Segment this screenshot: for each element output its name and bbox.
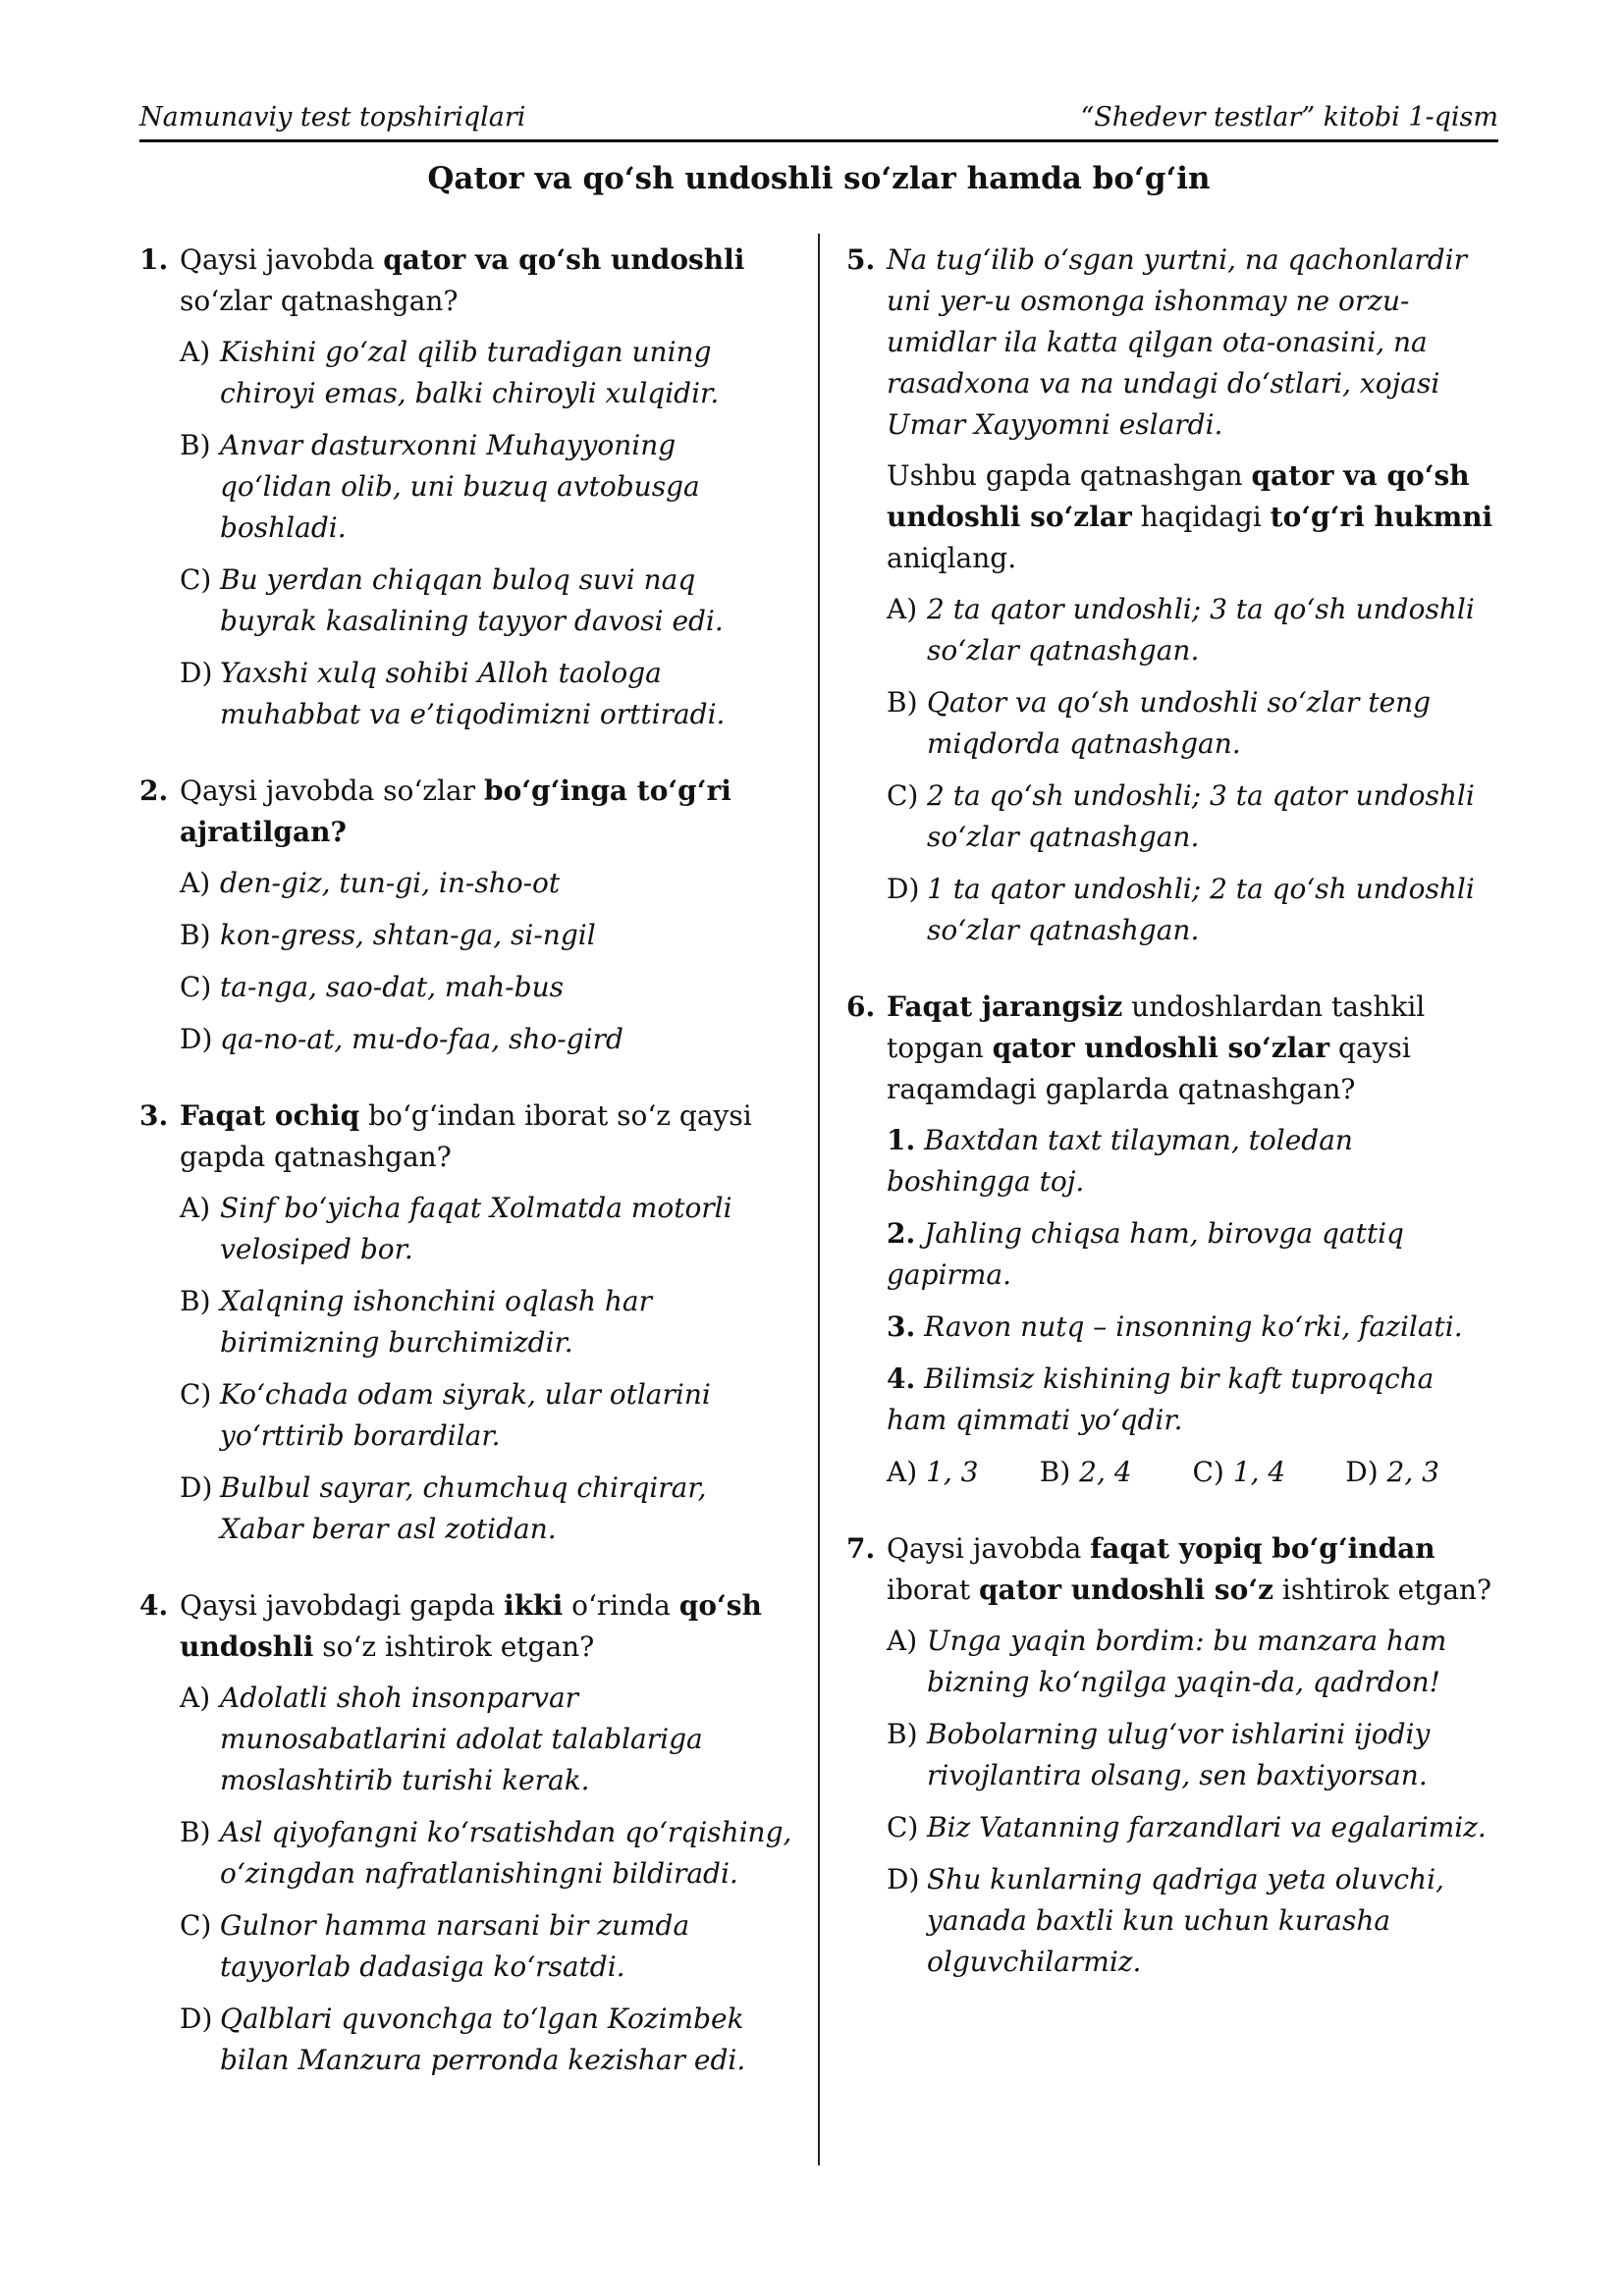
emphasis-text: qator undoshli soʻz — [978, 1574, 1273, 1606]
option-text: 1 ta qator undoshli; 2 ta qoʻsh undoshli soʻzlar qatnashgan. — [927, 873, 1475, 946]
answer-option-d[interactable] — [139, 1019, 792, 1060]
option-letter: B) — [180, 919, 211, 951]
answer-option-c[interactable] — [1193, 1452, 1346, 1493]
stem-text-segment: undoshlardan tashkil topgan — [887, 990, 1426, 1064]
question-passage: Na tugʻilib oʻsgan yurtni, na qachonlardir uni yer-u osmonga ishonmay ne orzu-umidlar ila katta qilgan ota-onasini, na rasadxona va na undagi doʻstlari, xojasi Umar Xayyomni eslardi. — [887, 243, 1467, 441]
option-letter: D) — [887, 1863, 920, 1896]
question-7 — [846, 1528, 1498, 1983]
sentence-item — [887, 1307, 1498, 1348]
option-text: den-giz, tun-gi, in-sho-ot — [220, 867, 561, 899]
answer-option-a[interactable] — [139, 1678, 792, 1801]
option-letter: A) — [180, 1192, 211, 1224]
option-text: 1, 4 — [1232, 1456, 1286, 1488]
answer-option-b[interactable] — [846, 682, 1498, 765]
question-stem — [139, 1095, 792, 1178]
question-stem-text — [180, 1099, 752, 1173]
answer-option-a[interactable] — [139, 332, 792, 414]
emphasis-text: qator va qoʻsh undoshli soʻzlar — [887, 459, 1470, 533]
header-right-text: “Shedevr testlar” kitobi 1-qism — [1080, 102, 1498, 133]
question-prompt — [846, 455, 1498, 579]
question-number: 5. — [846, 243, 876, 276]
answer-options — [846, 1452, 1498, 1493]
answer-option-a[interactable] — [846, 589, 1498, 671]
option-letter: A) — [887, 593, 918, 625]
question-prompt-text — [887, 459, 1492, 574]
question-2 — [139, 771, 792, 1060]
question-stem-text — [887, 990, 1425, 1105]
question-stem-text — [180, 774, 731, 848]
question-stem — [139, 240, 792, 322]
emphasis-text: qoʻsh undoshli — [180, 1589, 762, 1663]
question-number: 2. — [139, 774, 169, 807]
answer-option-b[interactable] — [139, 1812, 792, 1895]
question-1 — [139, 240, 792, 735]
option-text: kon-gress, shtan-ga, si-ngil — [220, 919, 596, 951]
header-left-text: Namunaviy test topshiriqlari — [139, 102, 526, 133]
option-text: Bobolarning ulugʻvor ishlarini ijodiy rivojlantira olsang, sen baxtiyorsan. — [927, 1718, 1431, 1791]
question-stem-text — [180, 1589, 762, 1663]
option-letter: C) — [887, 1811, 919, 1843]
answer-option-d[interactable] — [139, 1468, 792, 1550]
stem-text-segment: ishtirok etgan? — [1273, 1574, 1492, 1606]
stem-text-segment: oʻrinda — [563, 1589, 679, 1622]
answer-option-d[interactable] — [846, 1859, 1498, 1983]
emphasis-text: Faqat jarangsiz — [887, 990, 1123, 1023]
option-text: 2 ta qator undoshli; 3 ta qoʻsh undoshli soʻzlar qatnashgan. — [927, 593, 1475, 667]
sentence-text: Ravon nutq – insonning koʻrki, fazilati. — [924, 1310, 1463, 1343]
question-number: 6. — [846, 990, 876, 1023]
question-stem-text — [887, 1532, 1491, 1606]
sentence-number: 2. — [887, 1217, 916, 1250]
option-text: 2, 3 — [1386, 1456, 1439, 1488]
emphasis-text: ikki — [504, 1589, 564, 1622]
header-rule — [139, 139, 1498, 142]
question-number: 4. — [139, 1589, 169, 1622]
option-letter: A) — [180, 336, 211, 368]
option-letter: D) — [180, 2002, 213, 2035]
option-text: Xalqning ishonchini oqlash har birimizning burchimizdir. — [220, 1285, 653, 1359]
answer-option-a[interactable] — [139, 1188, 792, 1270]
answer-options — [139, 1678, 792, 2081]
option-text: qa-no-at, mu-do-faa, sho-gird — [220, 1023, 623, 1055]
question-stem — [139, 771, 792, 853]
stem-text-segment: soʻzlar qatnashgan? — [180, 285, 459, 317]
emphasis-text: Faqat ochiq — [180, 1099, 360, 1132]
question-stem-text — [180, 243, 744, 317]
emphasis-text: toʻgʻri hukmni — [1270, 501, 1493, 533]
sentence-number: 4. — [887, 1362, 916, 1395]
answer-option-c[interactable] — [846, 1807, 1498, 1848]
answer-option-d[interactable] — [139, 653, 792, 735]
answer-option-b[interactable] — [846, 1714, 1498, 1796]
answer-option-b[interactable] — [139, 915, 792, 956]
emphasis-text: faqat yopiq boʻgʻindan — [1090, 1532, 1435, 1565]
option-letter: C) — [1192, 1456, 1224, 1488]
column-divider — [818, 234, 820, 2165]
sentence-item — [887, 1359, 1498, 1441]
option-letter: C) — [180, 1378, 212, 1411]
option-text: Bu yerdan chiqqan buloq suvi naq buyrak kasalining tayyor davosi edi. — [220, 563, 724, 637]
stem-text-segment: iborat — [887, 1574, 979, 1606]
option-letter: B) — [180, 1285, 211, 1317]
answer-option-b[interactable] — [1040, 1452, 1193, 1493]
answer-option-c[interactable] — [139, 1905, 792, 1988]
stem-text-segment: haqidagi — [1131, 501, 1271, 533]
option-letter: C) — [180, 1909, 212, 1942]
sentence-item — [887, 1213, 1498, 1296]
sentence-number: 1. — [887, 1124, 916, 1156]
answer-option-c[interactable] — [139, 967, 792, 1008]
option-text: Qator va qoʻsh undoshli soʻzlar teng miqdorda qatnashgan. — [927, 686, 1432, 760]
stem-text-segment: Qaysi javobda — [180, 243, 384, 276]
option-text: Asl qiyofangni koʻrsatishdan qoʻrqishing, oʻzingdan nafratlanishingni bildiradi. — [220, 1816, 792, 1890]
answer-options — [139, 332, 792, 735]
answer-option-b[interactable] — [139, 425, 792, 549]
answer-option-a[interactable] — [887, 1452, 1040, 1493]
option-text: Qalblari quvonchga toʻlgan Kozimbek bilan Manzura perronda kezishar edi. — [220, 2002, 746, 2076]
page-header — [139, 100, 1498, 135]
option-letter: C) — [887, 779, 919, 812]
option-text: Sinf boʻyicha faqat Xolmatda motorli velosiped bor. — [220, 1192, 732, 1265]
question-stem — [846, 987, 1498, 1110]
option-letter: B) — [887, 686, 918, 719]
emphasis-text: qator undoshli soʻzlar — [992, 1032, 1330, 1064]
emphasis-text: boʻgʻinga toʻgʻri ajratilgan? — [180, 774, 731, 848]
option-letter: A) — [180, 867, 211, 899]
stem-text-segment: aniqlang. — [887, 542, 1017, 574]
option-text: 2 ta qoʻsh undoshli; 3 ta qator undoshli soʻzlar qatnashgan. — [927, 779, 1475, 853]
question-number: 1. — [139, 243, 169, 276]
stem-text-segment: Qaysi javobdagi gapda — [180, 1589, 505, 1622]
right-column — [846, 240, 1498, 2018]
option-letter: B) — [180, 1816, 211, 1848]
sentence-text: Baxtdan taxt tilayman, toledan boshingga toj. — [887, 1124, 1353, 1198]
option-text: Gulnor hamma narsani bir zumda tayyorlab dadasiga koʻrsatdi. — [220, 1909, 690, 1983]
option-letter: D) — [1345, 1456, 1379, 1488]
answer-options — [846, 589, 1498, 951]
option-text: Unga yaqin bordim: bu manzara ham bizning koʻngilga yaqin-da, qadrdon! — [927, 1625, 1447, 1698]
question-number: 7. — [846, 1532, 876, 1565]
option-text: Yaxshi xulq sohibi Alloh taologa muhabbat va e’tiqodimizni orttiradi. — [220, 657, 726, 730]
sentence-number: 3. — [887, 1310, 916, 1343]
answer-option-a[interactable] — [139, 863, 792, 904]
answer-option-d[interactable] — [1345, 1452, 1498, 1493]
answer-option-c[interactable] — [846, 775, 1498, 858]
option-letter: D) — [180, 657, 213, 689]
answer-options — [139, 863, 792, 1060]
left-column — [139, 240, 792, 2116]
option-letter: D) — [180, 1471, 213, 1504]
stem-text-segment: soʻz ishtirok etgan? — [313, 1630, 595, 1663]
option-letter: D) — [180, 1023, 213, 1055]
option-text: Shu kunlarning qadriga yeta oluvchi, yanada baxtli kun uchun kurasha olguvchilarmiz. — [927, 1863, 1444, 1978]
question-5 — [846, 240, 1498, 951]
question-stem — [846, 1528, 1498, 1611]
answer-options — [846, 1621, 1498, 1983]
question-3 — [139, 1095, 792, 1550]
option-text: Koʻchada odam siyrak, ular otlarini yoʻrttirib borardilar. — [220, 1378, 711, 1452]
option-letter: C) — [180, 563, 212, 596]
stem-text-segment: qaysi raqamdagi gaplarda qatnashgan? — [887, 1032, 1411, 1105]
question-4 — [139, 1585, 792, 2081]
stem-text-segment: Ushbu gapda qatnashgan — [887, 459, 1252, 492]
stem-text-segment: Qaysi javobda soʻzlar — [180, 774, 484, 807]
option-letter: A) — [180, 1682, 211, 1714]
option-letter: C) — [180, 971, 212, 1003]
option-letter: B) — [1039, 1456, 1071, 1488]
answer-option-d[interactable] — [139, 1999, 792, 2081]
option-text: Kishini goʻzal qilib turadigan uning chiroyi emas, balki chiroyli xulqidir. — [220, 336, 720, 409]
question-stem — [139, 1585, 792, 1668]
answer-option-b[interactable] — [139, 1281, 792, 1363]
sentence-text: Jahling chiqsa ham, birovga qattiq gapirma. — [887, 1217, 1404, 1291]
answer-option-a[interactable] — [846, 1621, 1498, 1703]
question-stem — [846, 240, 1498, 446]
option-text: Bulbul sayrar, chumchuq chirqirar, Xabar berar asl zotidan. — [220, 1471, 707, 1545]
option-text: 1, 3 — [926, 1456, 979, 1488]
option-text: Adolatli shoh insonparvar munosabatlarini adolat talablariga moslashtirib turishi kerak. — [220, 1682, 703, 1796]
answer-option-c[interactable] — [139, 560, 792, 642]
option-text: 2, 4 — [1079, 1456, 1132, 1488]
option-letter: B) — [180, 429, 211, 461]
answer-options — [139, 1188, 792, 1550]
stem-text-segment: Qaysi javobda — [887, 1532, 1091, 1565]
option-letter: B) — [887, 1718, 918, 1750]
page-title: Qator va qoʻsh undoshli soʻzlar hamda boʻgʻin — [427, 161, 1211, 196]
option-text: Anvar dasturxonni Muhayyoning qoʻlidan olib, uni buzuq avtobusga boshladi. — [220, 429, 700, 544]
stem-text-segment: boʻgʻindan iborat soʻz qaysi gapda qatnashgan? — [180, 1099, 752, 1173]
emphasis-text: qator va qoʻsh undoshli — [383, 243, 745, 276]
sentence-text: Bilimsiz kishining bir kaft tuproqcha ham qimmati yoʻqdir. — [887, 1362, 1435, 1436]
answer-option-c[interactable] — [139, 1374, 792, 1457]
option-text: Biz Vatanning farzandlari va egalarimiz. — [927, 1811, 1487, 1843]
numbered-sentences — [846, 1120, 1498, 1441]
question-6 — [846, 987, 1498, 1493]
option-letter: D) — [887, 873, 920, 905]
option-letter: A) — [887, 1456, 918, 1488]
answer-option-d[interactable] — [846, 869, 1498, 951]
question-number: 3. — [139, 1099, 169, 1132]
option-text: ta-nga, sao-dat, mah-bus — [220, 971, 564, 1003]
sentence-item — [887, 1120, 1498, 1202]
option-letter: A) — [887, 1625, 918, 1657]
